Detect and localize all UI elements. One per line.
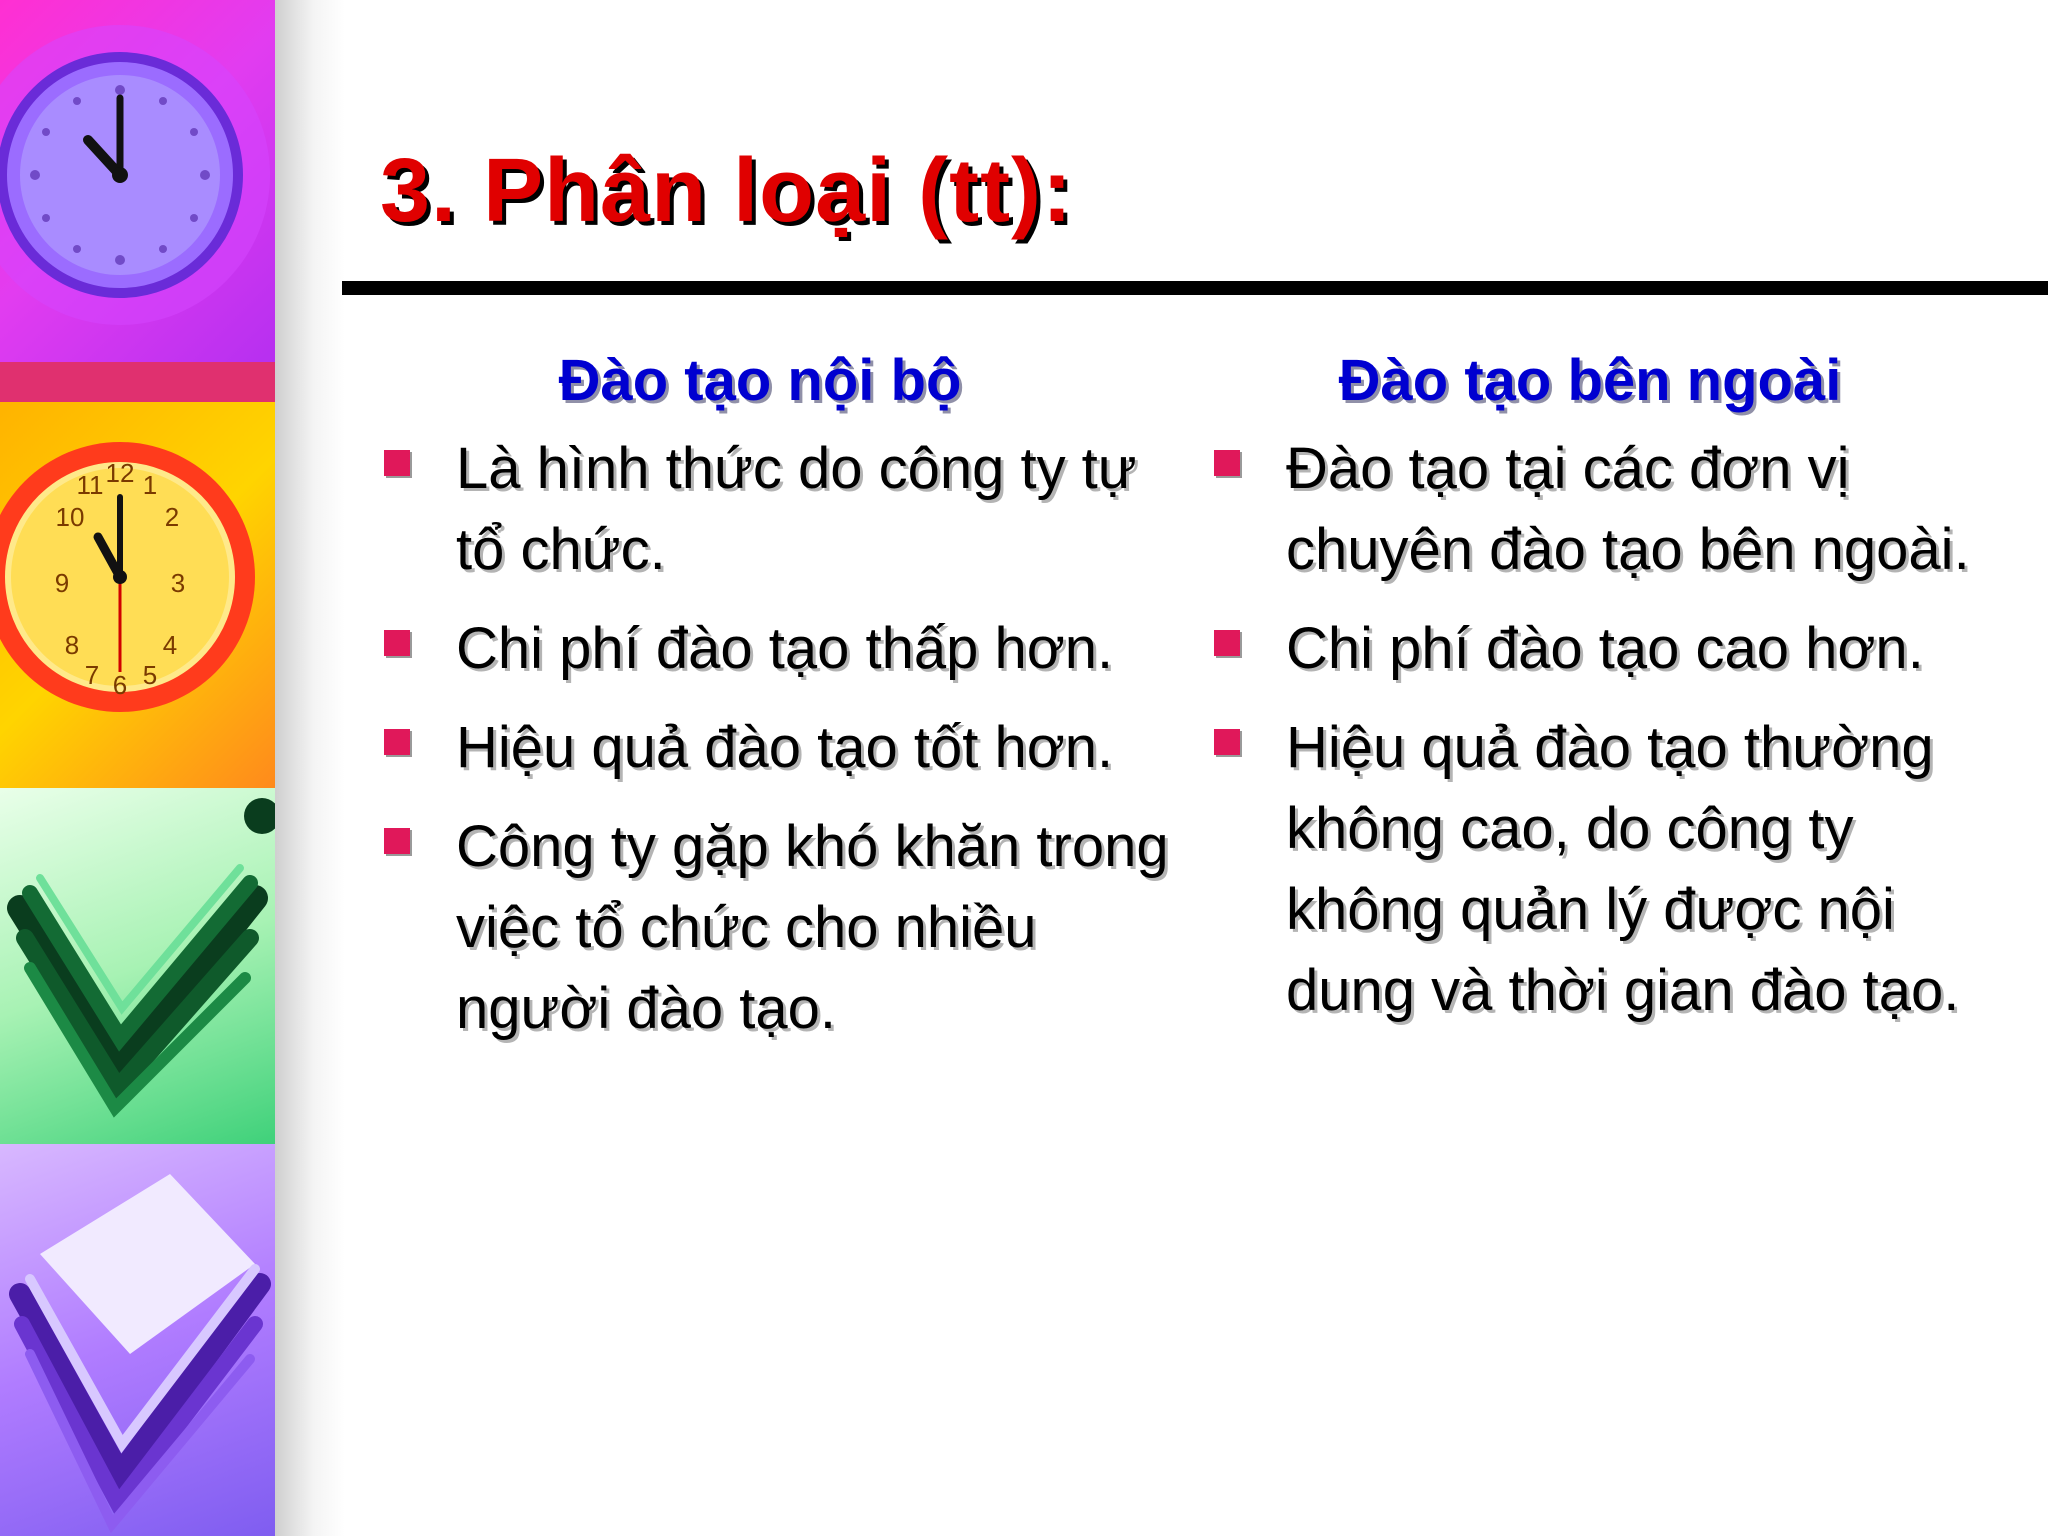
list-item bbox=[380, 806, 1170, 1049]
list-item bbox=[1210, 707, 2010, 1031]
list-item-text: Hiệu quả đào tạo thường không cao, do công ty không quản lý được nội dung và thời gian đào tạo. bbox=[1286, 715, 1960, 1023]
list-item-text: Chi phí đào tạo thấp hơn. bbox=[456, 616, 1114, 681]
purple-clock-panel bbox=[0, 0, 275, 402]
svg-text:7: 7 bbox=[84, 660, 100, 690]
list-item-text: Chi phí đào tạo cao hơn. bbox=[1286, 616, 1924, 681]
svg-text:9: 9 bbox=[54, 568, 70, 598]
purple-books-panel bbox=[0, 1144, 275, 1536]
external-training-column bbox=[1210, 340, 2010, 1049]
list-item-text: Đào tạo tại các đơn vị chuyên đào tạo bên ngoài. bbox=[1286, 436, 1970, 582]
square-bullet-icon bbox=[1214, 729, 1240, 755]
external-training-list bbox=[1210, 428, 2010, 1031]
svg-text:3: 3 bbox=[170, 568, 186, 598]
square-bullet-icon bbox=[384, 450, 410, 476]
green-books-icon bbox=[0, 788, 275, 1144]
square-bullet-icon bbox=[384, 828, 410, 854]
internal-training-column bbox=[380, 340, 1170, 1067]
svg-text:11: 11 bbox=[76, 470, 104, 500]
square-bullet-icon bbox=[384, 729, 410, 755]
list-item bbox=[380, 707, 1170, 788]
list-item bbox=[380, 428, 1170, 590]
square-bullet-icon bbox=[384, 630, 410, 656]
square-bullet-icon bbox=[1214, 450, 1240, 476]
svg-text:2: 2 bbox=[164, 502, 180, 532]
purple-books-icon bbox=[0, 1144, 275, 1536]
svg-text:4: 4 bbox=[162, 630, 178, 660]
internal-training-list bbox=[380, 428, 1170, 1049]
column-heading-external: Đào tạo bên ngoài bbox=[1338, 348, 1842, 413]
list-item bbox=[1210, 608, 2010, 689]
list-item-text: Công ty gặp khó khăn trong việc tổ chức cho nhiều người đào tạo. bbox=[456, 814, 1169, 1041]
slide-title: 3. Phân loại (tt): bbox=[380, 141, 1073, 241]
svg-text:10: 10 bbox=[55, 502, 85, 532]
strip-shadow bbox=[275, 0, 345, 1536]
svg-text:5: 5 bbox=[142, 660, 158, 690]
orange-clock-icon bbox=[0, 402, 275, 788]
green-books-panel bbox=[0, 788, 275, 1144]
square-bullet-icon bbox=[1214, 630, 1240, 656]
decorative-image-strip bbox=[0, 0, 275, 1536]
purple-clock-icon bbox=[0, 0, 275, 402]
svg-text:6: 6 bbox=[112, 670, 128, 700]
svg-text:1: 1 bbox=[142, 470, 158, 500]
orange-clock-panel bbox=[0, 402, 275, 788]
column-heading-internal: Đào tạo nội bộ bbox=[558, 348, 962, 413]
title-divider bbox=[342, 281, 2048, 295]
list-item-text: Là hình thức do công ty tự tổ chức. bbox=[456, 436, 1137, 582]
list-item bbox=[380, 608, 1170, 689]
svg-text:8: 8 bbox=[64, 630, 80, 660]
list-item-text: Hiệu quả đào tạo tốt hơn. bbox=[456, 715, 1114, 780]
list-item bbox=[1210, 428, 2010, 590]
svg-text:12: 12 bbox=[105, 458, 135, 488]
